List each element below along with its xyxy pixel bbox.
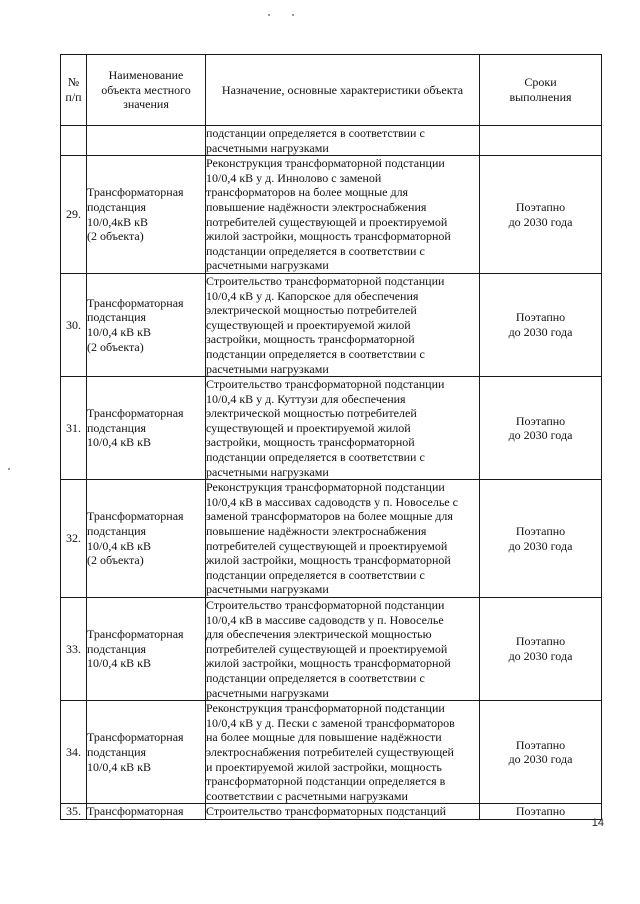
text-line: до 2030 года [508, 538, 573, 553]
completion-term [480, 273, 602, 376]
row-number: 32. [61, 480, 87, 598]
text-line: расчетными нагрузками [206, 464, 329, 479]
row-number: 34. [61, 701, 87, 804]
table-row [61, 126, 602, 156]
object-name [87, 804, 206, 820]
text-line: 10/0,4 кВ в массиве садоводств у п. Новоселье [206, 612, 444, 627]
text-line: потребителей существующей и проектируемой [206, 214, 448, 229]
text-line: Поэтапно [515, 737, 566, 752]
text-line: подстанция [87, 524, 147, 539]
text-line: расчетными нагрузками [206, 361, 329, 376]
text-line: Поэтапно [515, 310, 566, 325]
text-line: (2 объекта) [87, 229, 144, 244]
completion-term [480, 126, 602, 156]
table-row [61, 273, 602, 376]
text-line: Строительство трансформаторных подстанций [206, 804, 447, 819]
text-line: Сроки [524, 75, 557, 90]
header-term [480, 55, 602, 126]
text-line: на более мощные для повышение надёжности [206, 730, 442, 745]
row-number: 30. [61, 273, 87, 376]
row-number [61, 126, 87, 156]
text-line: расчетными нагрузками [206, 258, 329, 273]
text-line: Наименование [108, 68, 184, 83]
text-line: застройки, мощность трансформаторной [206, 435, 415, 450]
text-line: подстанции определяется в соответствии с [206, 126, 425, 140]
text-line: Реконструкция трансформаторной подстанции [206, 701, 445, 716]
header-name [87, 55, 206, 126]
text-line: расчетными нагрузками [206, 140, 329, 155]
completion-term [480, 480, 602, 598]
text-line: 10/0,4 кВ у д. Капорское для обеспечения [206, 288, 419, 303]
object-name [87, 377, 206, 480]
text-line: Назначение, основные характеристики объекта [221, 82, 464, 97]
completion-term [480, 701, 602, 804]
text-line: расчетными нагрузками [206, 685, 329, 700]
text-line: Поэтапно [515, 634, 566, 649]
text-line: подстанция [87, 744, 147, 759]
text-line: расчетными нагрузками [206, 582, 329, 597]
text-line: подстанции определяется в соответствии с [206, 450, 425, 465]
object-name [87, 480, 206, 598]
row-number: 35. [61, 804, 87, 820]
text-line: значения [123, 97, 169, 112]
text-line: до 2030 года [508, 428, 573, 443]
text-line: Трансформаторная [87, 730, 184, 745]
object-name [87, 701, 206, 804]
text-line: Трансформаторная [87, 509, 184, 524]
text-line: п/п [65, 90, 82, 104]
text-line: подстанция [87, 310, 147, 325]
object-description [206, 156, 480, 274]
text-line: трансформаторной подстанции определяется в [206, 774, 446, 789]
text-line: Поэтапно [515, 804, 566, 819]
table-row [61, 598, 602, 701]
text-line: подстанции определяется в соответствии с [206, 567, 425, 582]
object-description [206, 598, 480, 701]
object-name [87, 126, 206, 156]
text-line: существующей и проектируемой жилой [206, 317, 411, 332]
object-name [87, 273, 206, 376]
text-line: 10/0,4 кВ кВ [87, 656, 152, 671]
text-line: Строительство трансформаторной подстанции [206, 598, 445, 612]
text-line: объекта местного [101, 82, 191, 97]
scan-speck [8, 468, 10, 470]
text-line: Поэтапно [515, 199, 566, 214]
table-row [61, 701, 602, 804]
text-line: для обеспечения электрической мощностью [206, 627, 432, 642]
object-description [206, 804, 480, 820]
text-line: жилой застройки, мощность трансформаторной [206, 553, 451, 568]
text-line: электроснабжения потребителей существующей [206, 744, 454, 759]
text-line: до 2030 года [508, 325, 573, 340]
text-line: подстанции определяется в соответствии с [206, 670, 425, 685]
text-line: (2 объекта) [87, 553, 144, 568]
text-line: 10/0,4 кВ кВ [87, 435, 152, 450]
text-line: электрической мощностью потребителей [206, 406, 417, 421]
text-line: трансформаторов на более мощные для [206, 185, 409, 200]
text-line: электрической мощностью потребителей [206, 303, 417, 318]
text-line: потребителей существующей и проектируемой [206, 538, 448, 553]
text-line: Трансформаторная [87, 406, 184, 421]
object-description [206, 701, 480, 804]
row-number: 29. [61, 156, 87, 274]
scan-speck [292, 14, 294, 16]
objects-table [60, 54, 602, 820]
object-name [87, 598, 206, 701]
text-line: Строительство трансформаторной подстанции [206, 377, 445, 392]
header-desc [206, 55, 480, 126]
text-line: выполнения [509, 90, 572, 104]
row-number: 33. [61, 598, 87, 701]
text-line: Трансформаторная [87, 295, 184, 310]
table-row [61, 156, 602, 274]
row-number: 31. [61, 377, 87, 480]
text-line: заменой трансформаторов на более мощные для [206, 509, 453, 524]
text-line: 10/0,4 кВ у д. Иннолово с заменой [206, 170, 382, 185]
text-line: подстанции определяется в соответствии с [206, 243, 425, 258]
text-line: 10/0,4кВ кВ [87, 214, 149, 229]
object-description [206, 480, 480, 598]
text-line: до 2030 года [508, 649, 573, 664]
text-line: подстанция [87, 641, 147, 656]
table-header-row [61, 55, 602, 126]
table-row [61, 480, 602, 598]
text-line: 10/0,4 кВ кВ [87, 325, 152, 340]
text-line: Трансформаторная [87, 185, 184, 200]
text-line: повышение надёжности электроснабжения [206, 199, 427, 214]
object-description [206, 273, 480, 376]
completion-term [480, 377, 602, 480]
text-line: Поэтапно [515, 524, 566, 539]
text-line: 10/0,4 кВ у д. Пески с заменой трансформаторов [206, 715, 455, 730]
table-body [61, 126, 602, 820]
text-line: подстанции определяется в соответствии с [206, 346, 425, 361]
text-line: и проектируемой жилой застройки, мощность [206, 759, 442, 774]
text-line: 10/0,4 кВ в массивах садоводств у п. Новоселье с [206, 494, 458, 509]
text-line: Реконструкция трансформаторной подстанции [206, 480, 445, 495]
completion-term [480, 598, 602, 701]
text-line: повышение надёжности электроснабжения [206, 524, 427, 539]
text-line: до 2030 года [508, 752, 573, 767]
text-line: до 2030 года [508, 214, 573, 229]
scan-speck [268, 14, 270, 16]
table-row [61, 377, 602, 480]
object-description [206, 377, 480, 480]
text-line: жилой застройки, мощность трансформаторной [206, 229, 451, 244]
header-num [61, 55, 87, 126]
text-line: потребителей существующей и проектируемой [206, 641, 448, 656]
text-line: существующей и проектируемой жилой [206, 420, 411, 435]
text-line: 10/0,4 кВ у д. Куттузи для обеспечения [206, 391, 406, 406]
text-line: Трансформаторная [87, 804, 184, 819]
page-number: 14 [591, 817, 604, 829]
text-line: Строительство трансформаторной подстанции [206, 273, 445, 288]
text-line: соответствии с расчетными нагрузками [206, 788, 408, 803]
object-description [206, 126, 480, 156]
table-row [61, 804, 602, 820]
text-line: подстанция [87, 420, 147, 435]
object-name [87, 156, 206, 274]
text-line: 10/0,4 кВ кВ [87, 759, 152, 774]
text-line: (2 объекта) [87, 339, 144, 354]
text-line: 10/0,4 кВ кВ [87, 538, 152, 553]
text-line: Трансформаторная [87, 627, 184, 642]
text-line: Поэтапно [515, 413, 566, 428]
completion-term [480, 156, 602, 274]
text-line: подстанция [87, 199, 147, 214]
text-line: Реконструкция трансформаторной подстанции [206, 156, 445, 171]
text-line: жилой застройки, мощность трансформаторной [206, 656, 451, 671]
text-line: № [67, 75, 80, 90]
completion-term [480, 804, 602, 820]
text-line: застройки, мощность трансформаторной [206, 332, 415, 347]
